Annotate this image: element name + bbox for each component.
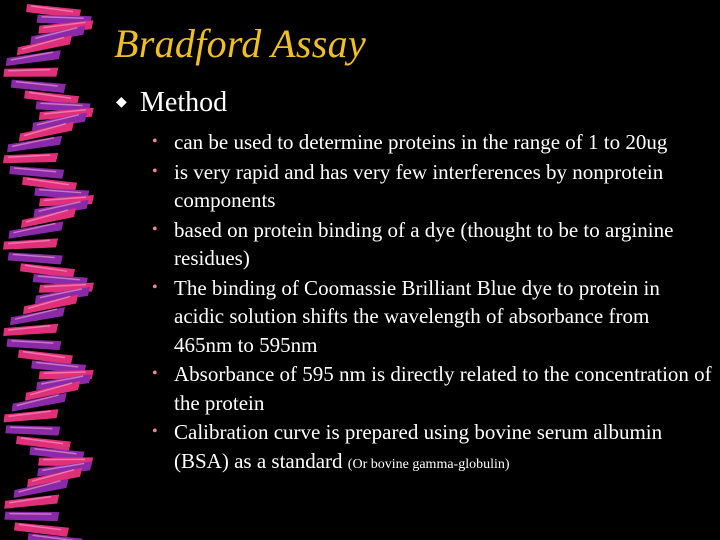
spiral-stripe (6, 339, 61, 350)
list-item-note: (Or bovine gamma-globulin) (347, 456, 510, 472)
sub-bullet-list (152, 128, 712, 480)
main-bullet (116, 87, 227, 119)
spiral-stripe (3, 68, 58, 77)
spiral-decoration-icon (0, 0, 110, 540)
list-item (152, 128, 712, 157)
list-item-text: can be used to determine proteins in the range of 1 to 20ug (174, 130, 668, 154)
list-item-text: Calibration curve is prepared using bovine serum albumin (BSA) as a standard (174, 420, 663, 473)
diamond-bullet-icon: ◆ (116, 95, 127, 110)
spiral-stripe (3, 238, 58, 249)
round-bullet-icon: • (152, 423, 158, 440)
list-item-text: Absorbance of 595 nm is directly related to the concentration of the protein (174, 362, 712, 415)
round-bullet-icon: • (152, 365, 158, 382)
list-item (152, 158, 712, 215)
spiral-stripe (3, 153, 58, 163)
round-bullet-icon: • (152, 278, 158, 296)
list-item (152, 418, 712, 479)
spiral-stripe (11, 80, 66, 93)
list-item (152, 360, 712, 417)
slide-title: Bradford Assay (114, 21, 366, 66)
list-item (152, 216, 712, 273)
spiral-stripe (8, 252, 63, 264)
spiral-stripe (9, 166, 64, 179)
list-item-text: is very rapid and has very few interferences by nonprotein components (174, 159, 664, 212)
list-item-text: based on protein binding of a dye (thought to be to arginine residues) (174, 217, 674, 270)
list-item-text: The binding of Coomassie Brilliant Blue dye to protein in acidic solution shifts the wavelength of absorbance from 465nm to 595nm (174, 275, 660, 357)
spiral-stripe (4, 512, 59, 522)
round-bullet-icon: • (152, 162, 158, 180)
round-bullet-icon: • (152, 220, 158, 238)
spiral-stripe (5, 425, 60, 435)
spiral-stripe (3, 324, 58, 336)
spiral-stripe (4, 495, 59, 509)
list-item (152, 274, 712, 360)
spiral-stripe (6, 50, 61, 66)
main-bullet-label: Method (140, 87, 228, 118)
round-bullet-icon: • (152, 133, 158, 150)
